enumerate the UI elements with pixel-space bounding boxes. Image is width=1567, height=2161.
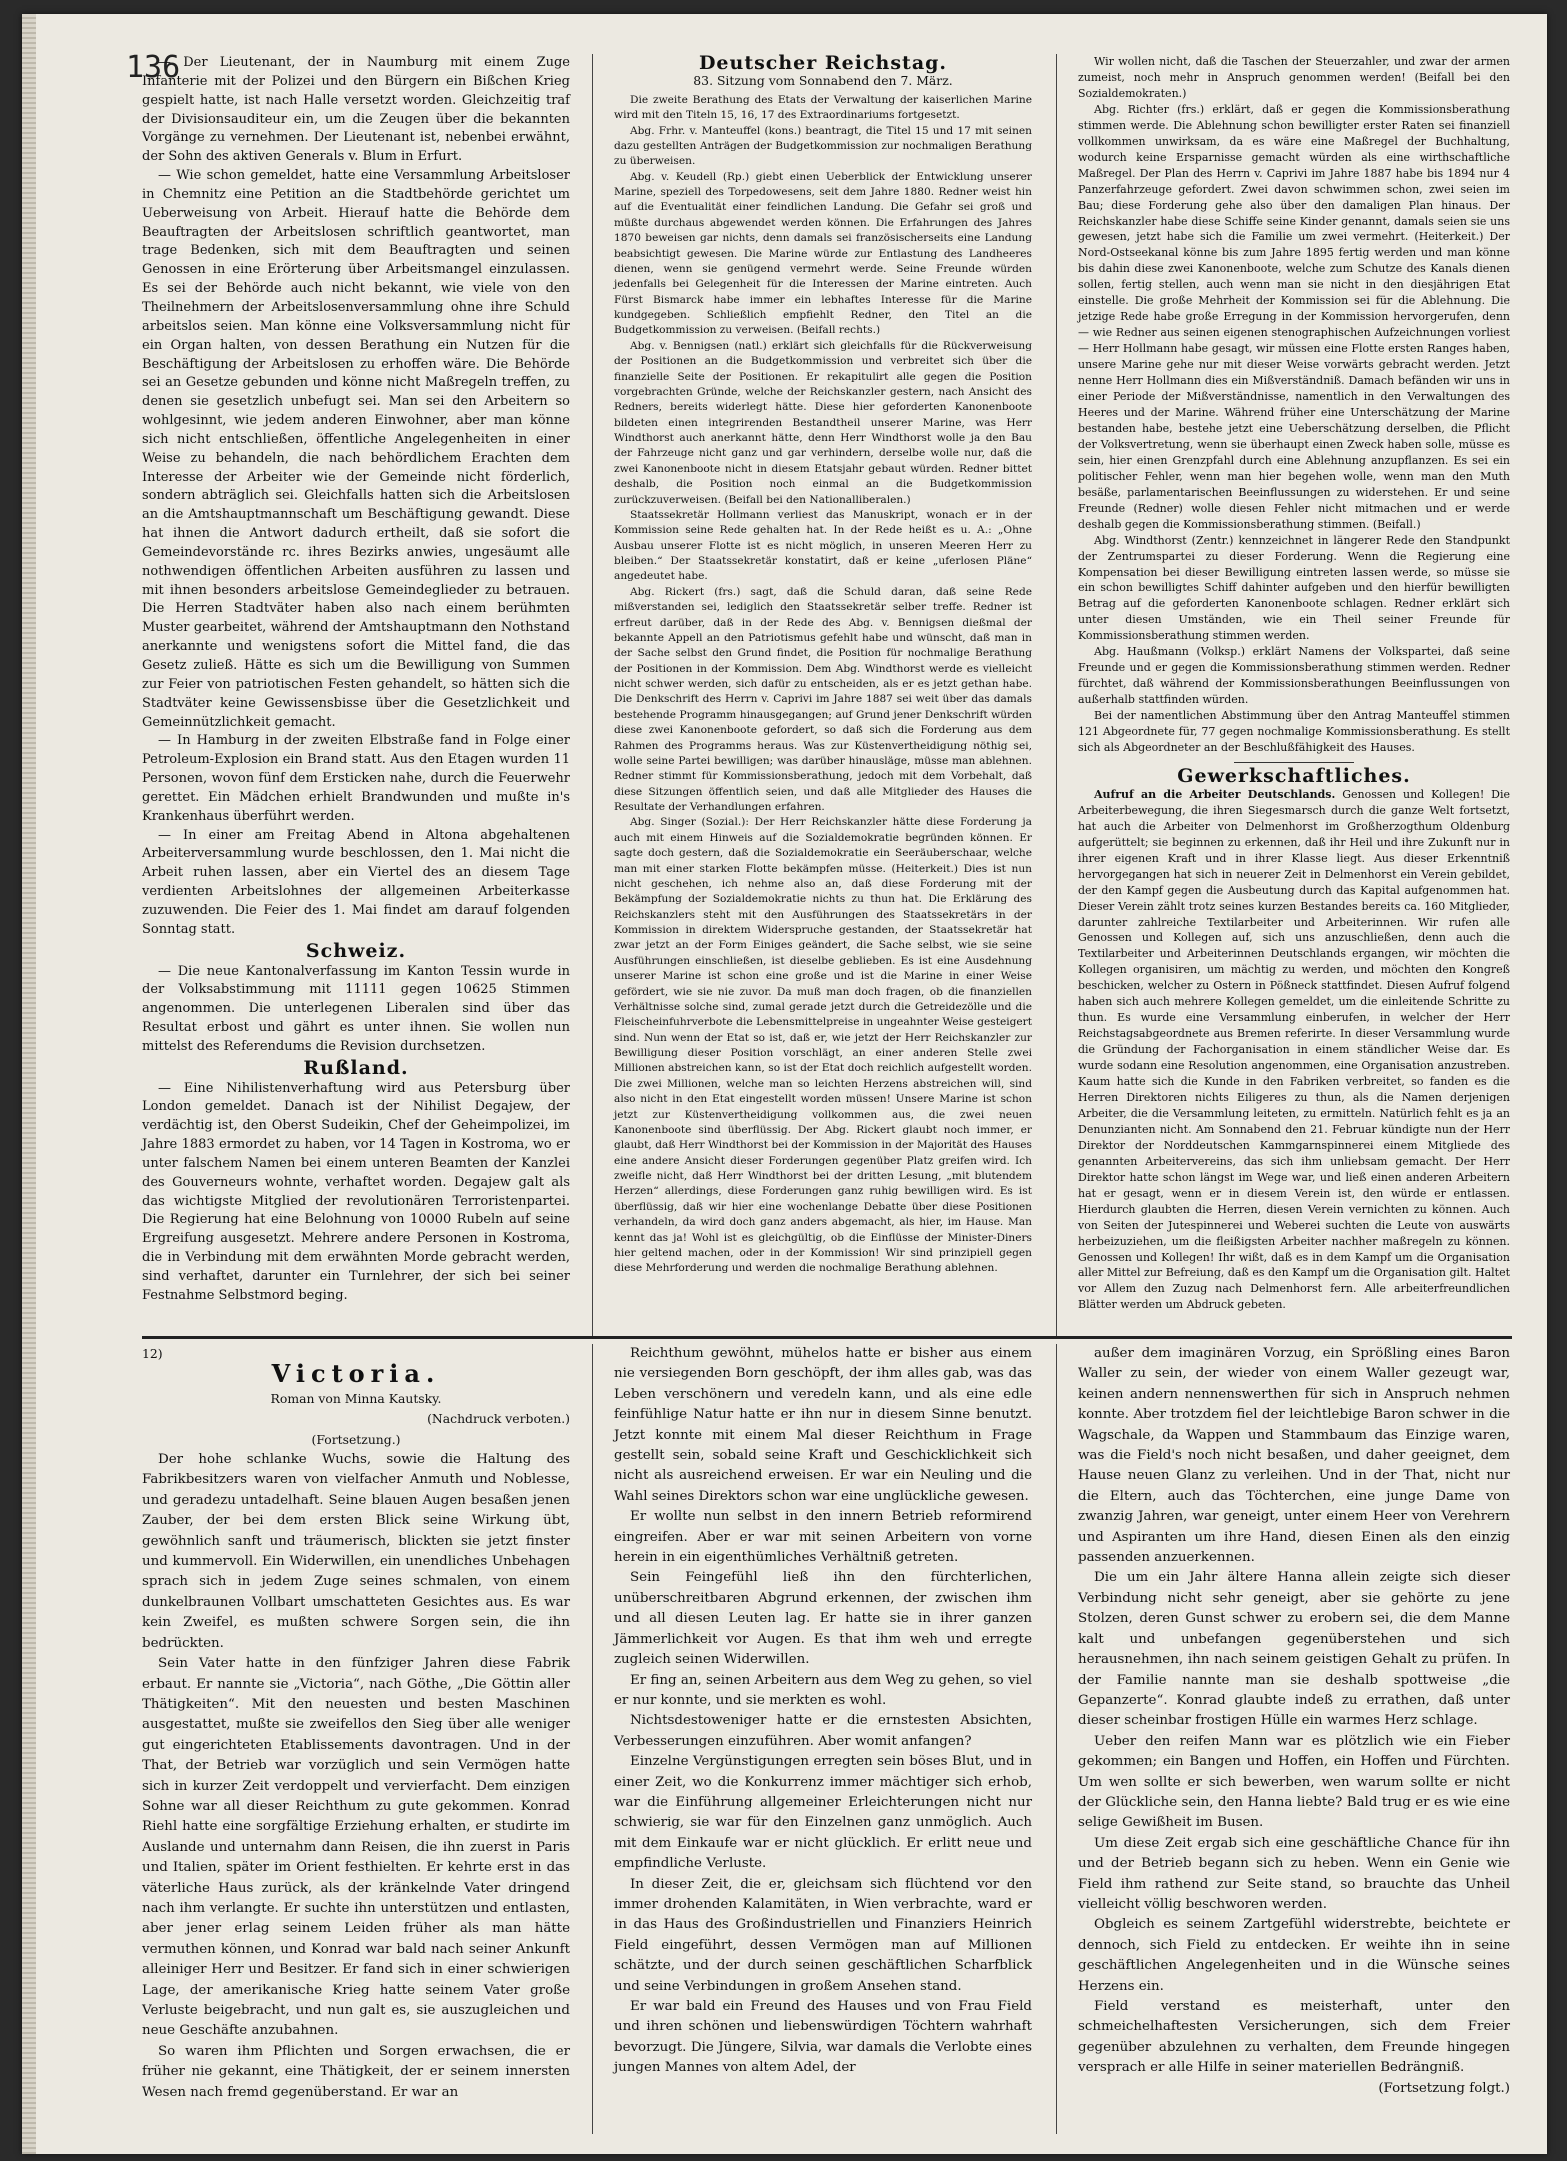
novel-column-2 (614, 1344, 1032, 2079)
column-rule (1056, 54, 1057, 1339)
novel-paragraph: außer dem imaginären Vorzug, ein Sprößling eines Baron Waller zu sein, der wieder von einem Waller gezeugt war, keinen andern nennenswerthen für sich in Anspruch nehmen konnte. Aber trotzdem fiel der leichtlebige Baron schwer in die Wagschale, da Wappen und Stammbaum das Einzige waren, was die Field's noch nicht besaßen, und daher geeignet, dem Hause neuen Glanz zu verleihen. Und in der That, nicht nur die Eltern, auch das Töchterchen, eine junge Dame von zwanzig Jahren, war geneigt, unter einem Heer von Verehrern und Aspiranten um ihre Hand, diesen Einen als den einzig passenden anzuerkennen. (1078, 1346, 1510, 1566)
reichstag-paragraph: Bei der namentlichen Abstimmung über den Antrag Manteuffel stimmen 121 Abgeordnete für, 77 gegen nochmalige Kommissionsberathung. Es stellt sich als Abgeordneter an der Beschlußfähigkeit des Hauses. (1078, 709, 1510, 754)
column-rule (592, 54, 593, 1339)
novel-paragraph: Sein Vater hatte in den fünfziger Jahren diese Fabrik erbaut. Er nannte sie „Victoria“, nach Göthe, „Die Göttin aller Thätigkeiten“. Mit den neuesten und besten Maschinen ausgestattet, mußte sie zweifellos den Sieg über alle weniger gut eingerichteten Etablissements davontragen. Und in der That, der Betrieb war vorzüglich und sein Vermögen hatte sich in kurzer Zeit verdoppelt und vervierfacht. Dem einzigen Sohne war all dieser Reichthum zu gute gekommen. Konrad Riehl hatte eine sorgfältige Erziehung erhalten, er studirte im Auslande und unternahm dann Reisen, die ihn zuerst in Paris und Italien, später im Orient festhielten. Er kehrte erst in das väterliche Haus zurück, als der kränkelnde Vater dringend nach ihm verlangte. Er suchte ihn unterstützen und entlasten, aber jener erlag seinem Leiden früher als man hätte vermuthen können, und Konrad war bald nach seiner Ankunft alleiniger Herr und Besitzer. Er fand sich in einer schwierigen Lage, der amerikanische Krieg hatte seinem Vater große Verluste beigebracht, und nun galt es, sie auszugleichen und neue Geschäfte anzubahnen. (142, 1656, 570, 2039)
novel-paragraph: Field verstand es meisterhaft, unter den schmeichelhaftesten Versicherungen, sich dem Freier gegenüber abzulehnen zu verhalten, dem Freunde hingegen versprach er alle Hilfe in seiner materiellen Bedrängniß. (1078, 1999, 1510, 2076)
column-3 (1078, 54, 1510, 1313)
section-heading-gewerkschaftliches: Gewerkschaftliches. (1177, 764, 1411, 787)
reprint-notice: (Nachdruck verboten.) (427, 1411, 570, 1427)
novel-title: Victoria. (271, 1359, 441, 1389)
novel-paragraph: Ueber den reifen Mann war es plötzlich wie ein Fieber gekommen; ein Bangen und Hoffen, ein Hoffen und Fürchten. Um wen sollte er sich bewerben, wen warum sollte er nicht der Glückliche sein, den Hanna liebte? Bald trug er es wie eine selige Gewißheit im Busen. (1078, 1733, 1510, 1831)
reichstag-paragraph: Wir wollen nicht, daß die Taschen der Steuerzahler, und zwar der armen zumeist, noch mehr in Anspruch genommen werden! (Beifall bei den Sozialdemokraten.) (1078, 55, 1510, 100)
reichstag-paragraph: Abg. v. Keudell (Rp.) giebt einen Ueberblick der Entwicklung unserer Marine, speziell des Torpedowesens, seit dem Jahre 1880. Redner weist hin auf die Eventualität einer feindlichen Landung. Die Gefahr sei groß und müßte durchaus abgewendet werden können. Die Erfahrungen des Jahres 1870 beweisen gar nichts, denn damals sei französischerseits eine Landung beabsichtigt gewesen. Die Marine würde zur Entlastung des Landheeres dienen, wenn sie genügend vermehrt werde. Seine Freunde würden jedenfalls bei Gelegenheit für die Interessen der Marine eintreten. Auch Fürst Bismarck habe immer ein lebhaftes Interesse für die Marine kundgegeben. Schließlich empfiehlt Redner, den Titel an die Budgetkommission zu verweisen. (Beifall rechts.) (614, 170, 1032, 337)
article-paragraph: — Der Lieutenant, der in Naumburg mit einem Zuge Infanterie mit der Polizei und den Bürgern ein Bißchen Krieg gespielt hatte, ist nach Halle versetzt worden. Gleichzeitig traf der Divisionsauditeur ein, um die Zeugen über die bekannten Vorgänge zu vernehmen. Der Lieutenant ist, nebenbei erwähnt, der Sohn des aktiven Generals v. Blum in Erfurt. (142, 55, 570, 165)
page-number: 136 (126, 50, 181, 85)
column-1 (142, 54, 570, 1306)
novel-paragraph: In dieser Zeit, die er, gleichsam sich flüchtend vor den immer drohenden Kalamitäten, in Wien verbrachte, ward er in das Haus des Großindustriellen und Finanziers Heinrich Field eingeführt, dessen Vermögen man auf Millionen schätzte, und der durch seinen geschäftlichen Scharfblick und seine Verbindungen in großem Ansehen stand. (614, 1876, 1032, 1994)
section-divider (142, 1336, 1512, 1339)
aufruf-heading: Aufruf an die Arbeiter Deutschlands. (1094, 787, 1336, 801)
reichstag-paragraph: Abg. Windthorst (Zentr.) kennzeichnet in längerer Rede den Standpunkt der Zentrumspartei zu dieser Forderung. Wenn die Regierung eine Kompensation bei dieser Bewilligung eintreten lassen werde, so müsse sie ein schon bewilligtes Schiff dahinter aufgeben und den hierfür bewilligten Betrag auf die geforderten Kanonenboote schlagen. Redner erklärt sich unter diesen Umständen, wie ein Theil seiner Freunde für Kommissionsberathung stimmen werden. (1078, 533, 1510, 643)
novel-paragraph: So waren ihm Pflichten und Sorgen erwachsen, die er früher nie gekannt, eine Thätigkeit, der er seinem innersten Wesen nach fremd gegenüberstand. Er war an (142, 2043, 570, 2100)
article-schweiz: — Die neue Kantonalverfassung im Kanton Tessin wurde in der Volksabstimmung mit 11111 gegen 10625 Stimmen angenommen. Die unterlegenen Liberalen sind über das Resultat erbost und gährt es unter ihnen. Sie wollen nun mittelst des Referendums die Revision durchsetzen. (142, 963, 570, 1054)
column-rule (1056, 1344, 1057, 2134)
newspaper-page (22, 14, 1547, 2154)
reichstag-paragraph: Abg. Singer (Sozial.): Der Herr Reichskanzler hätte diese Forderung ja auch mit einem Hinweis auf die Sozialdemokratie begründen können. Er sagte doch gestern, daß die Sozialdemokratie ein Seeräuberschaar, welche man mit einer starken Flotte bekämpfen müsse. (Heiterkeit.) Dies ist nun nicht geschehen, ich nehme also an, daß diese Forderung mit der Bekämpfung der Sozialdemokratie nichts zu thun hat. Die Erklärung des Reichskanzlers steht mit den Ausführungen des Staatssekretärs in der Kommission in direktem Widerspruche gestanden, der Staatssekretär hat zwar jetzt an der Form Einiges geändert, die Sache selbst, wie sie seine Ausführungen einschließen, ist dieselbe geblieben. Es ist eine Ausdehnung unserer Marine ist schon eine große und ist die Marine in einer Weise gefördert, wie sie nie zuvor. Da muß man doch fragen, ob die finanziellen Verhältnisse solche sind, zumal gerade jetzt durch die Getreidezölle und die Fleischeinfuhrverbote die Lebensmittelpreise in ungeahnter Weise gesteigert sind. Nun wenn der Etat so ist, daß er, wie jetzt der Herr Reichskanzler zur Bewilligung dieser Position vorschlägt, an einer anderen Stelle zwei Millionen abstreichen kann, so ist der Etat doch reichlich aufgestellt worden. Die zwei Millionen, welche man so leichten Herzens abstreichen will, sind also nicht in den Etat eingestellt worden müssen! Unsere Marine ist schon jetzt zur Küstenvertheidigung vollkommen aus, die zwei neuen Kanonenboote sind überflüssig. Der Abg. Rickert glaubt noch immer, er glaubt, daß Herr Windthorst bei der Kommission in der Majorität des Hauses eine andere Ansicht dieser Forderungen gegenüber Platz greifen wird. Ich zweifle nicht, daß Herr Windthorst bei der dritten Lesung, „mit blutendem Herzen“ allerdings, diese Forderungen ganz ruhig bewilligen wird. Es ist überflüssig, daß wir hier eine wochenlange Debatte über diese Positionen verhandeln, da wird doch ganz anders abgemacht, als hier, im Hause. Man kennt das ja! Wohl ist es gleichgültig, ob die Einflüsse der Minister-Diners hier geltend machen, oder in der Kommission! Wir sind prinzipiell gegen diese Mehrforderung und werden die nochmalige Berathung ablehnen. (614, 816, 1032, 1275)
article-paragraph: — Wie schon gemeldet, hatte eine Versammlung Arbeitsloser in Chemnitz eine Petition an die Stadtbehörde gerichtet um Ueberweisung von Arbeit. Hierauf hatte die Behörde dem Beauftragten der Arbeitslosen schriftlich geantwortet, man trage Bedenken, sich mit dem Beauftragten und seinen Genossen in eine Erörterung über Arbeitsmangel einzulassen. Es sei der Behörde auch nicht bekannt, wie viele von den Theilnehmern der Arbeitslosenversammlung ohne ihre Schuld arbeitslos seien. Man könne eine Volksversammlung nicht für ein Organ halten, von dessen Berathung ein Nutzen für die Beschäftigung der Arbeitslosen zu erhoffen wäre. Die Behörde sei an Gesetze gebunden und könne nicht Maßregeln treffen, zu denen sie gesetzlich unbefugt sei. Man sei den Arbeitern so wohlgesinnt, wie jedem anderen Einwohner, aber man könne sich nicht entschließen, öffentliche Angelegenheiten in einer Weise zu behandeln, die nach behördlichem Erachten dem Interesse der Arbeiter wie der Gemeinde nicht förderlich, sondern abträglich sei. Gleichfalls hatten sich die Arbeitslosen an die Amtshauptmannschaft um Beschäftigung gewandt. Diese hat ihnen die Antwort dadurch ertheilt, daß sie sofort die Gemeindevorstände rc. ihres Bezirks anwies, ungesäumt alle nothwendigen öffentlichen Arbeiten ausführen zu lassen und mit ihnen besonders arbeitslose Gemeindeglieder zu betrauen. Die Herren Stadtväter haben also nach einem berühmten Muster gearbeitet, während der Amtshauptmann den Nothstand anerkannte und wenigstens sofort die Mittel fand, die das Gesetz zuließ. Hätte es sich um die Bewilligung von Summen zur Feier von patriotischen Festen gehandelt, so hätten sich die Stadtväter keine Gewissensbisse über die Gesetzlichkeit und Gemeinnützlichkeit gemacht. (142, 168, 570, 730)
continuation-notice: (Fortsetzung.) (311, 1431, 401, 1447)
column-rule (592, 1344, 593, 2134)
section-heading-reichstag: Deutscher Reichstag. (698, 52, 948, 74)
reichstag-paragraph: Die zweite Berathung des Etats der Verwaltung der kaiserlichen Marine wird mit den Titeln 15, 16, 17 des Extraordinariums fortgesetzt. (614, 93, 1032, 122)
article-paragraph: — In Hamburg in der zweiten Elbstraße fand in Folge einer Petroleum-Explosion ein Brand statt. Aus den Etagen wurden 11 Personen, wovon fünf dem Ersticken nahe, durch die Feuerwehr gerettet. Ein Mädchen erhielt Brandwunden und mußte in's Krankenhaus überführt werden. (142, 733, 570, 824)
aufruf-text: Genossen und Kollegen! Die Arbeiterbewegung, die ihren Siegesmarsch durch die ganze Welt fortsetzt, hat auch die Arbeiter von Delmenhorst im Großherzogthum Oldenburg aufgerüttelt; sie beginnen zu erkennen, daß ihr Heil und ihre Zukunft nur in ihrer eigenen Kraft und in ihrer Klasse liegt. Aus dieser Erkenntniß hervorgegangen hat sich in neuerer Zeit in Delmenhorst ein Verein gebildet, der den Kampf gegen die Ausbeutung durch das Kapital aufgenommen hat. Dieser Verein zählt trotz seines kurzen Bestandes bereits ca. 160 Mitglieder, darunter zahlreiche Textilarbeiter und Arbeiterinnen. Wir rufen alle Genossen und Kollegen auf, sich uns anzuschließen, denn auch die Textilarbeiter und Arbeiterinnen Deutschlands ergangen, wir möchten die Kollegen organisiren, um mächtig zu werden, und möchten den Kongreß beschicken, welcher zu Ostern in Pößneck stattfindet. Diesen Aufruf folgend haben sich auch mehrere Kollegen gemeldet, um die einleitende Schritte zu thun. Es wurde eine Versammlung einberufen, in welcher der Herr Reichstagsabgeordnete aus Bremen referirte. In dieser Versammlung wurde die Gründung der Fachorganisation in einem ständlicher Weise dar. Es wurde sodann eine Resolution angenommen, eine Organisation anzustreben. Kaum hatte sich die Kunde in den Fabriken verbreitet, so fanden es die Herren Direktoren nichts Eiligeres zu thun, als die Namen derjenigen Arbeiter, die die Versammlung leiteten, zu ermitteln. Natürlich fehlt es ja an Denunzianten nicht. Am Sonnabend den 21. Februar kündigte nun der Herr Direktor der Norddeutschen Kammgarnspinnerei einem Mitgliede des genannten Arbeitervereins, das sich ihm unliebsam gemacht. Der Herr Direktor hatte schon längst im Wege war, und ließ einen anderen Arbeitern hat er gesagt, wenn er in diesem Verein ist, den würde er entlassen. Hierdurch glaubten die Herren, diesen Verein vernichten zu können. Auch von Seiten der Jutespinnerei und Weberei suchten die Leute von auswärts herbeizuziehen, um die fleißigsten Arbeiter nachher maßregeln zu können. Genossen und Kollegen! Ihr wißt, daß es in dem Kampf um die Organisation aller Mittel zur Befreiung, daß es den Kampf um die Organisation gilt. Haltet vor Allem den Zuzug nach Delmenhorst fern. Alle arbeiterfreundlichen Blätter werden um Abdruck gebeten. (1078, 787, 1511, 1312)
binding-edge (22, 14, 36, 2154)
section-heading-schweiz: Schweiz. (305, 939, 407, 962)
novel-paragraph: Die um ein Jahr ältere Hanna allein zeigte sich dieser Verbindung nicht sehr geneigt, aber sie gehörte zu jene Stolzen, deren Gunst schwer zu erobern sei, die dem Manne kalt und unbefangen gegenüberstehen und sich herausnehmen, ihn nach seinem geistigen Gehalt zu prüfen. In der Familie nannte man sie deshalb spottweise „die Gepanzerte“. Konrad glaubte indeß zu errathen, daß unter dieser scheinbar frostigen Hülle ein warmes Herz schlage. (1078, 1570, 1510, 1729)
reichstag-paragraph: Abg. v. Bennigsen (natl.) erklärt sich gleichfalls für die Rückverweisung der Positionen an die Budgetkommission und verbreitet sich über die finanzielle Seite der Positionen. Er rekapitulirt alle gegen die Position vorgebrachten Gründe, welche der Reichskanzler gestern, nach Ansicht des Redners, bereits widerlegt hätte. Diese hier geforderten Kanonenboote bildeten einen integrirenden Bestandtheil unserer Marine, was Herr Windthorst auch anerkannt hätte, denn Herr Windthorst wolle ja den Bau der Fahrzeuge nicht ganz und gar verhindern, derselbe wolle nur, daß die zwei Kanonenboote nicht in diesem Etatsjahr gebaut würden. Redner bittet deshalb, die Position noch einmal an die Budgetkommission zurückzuverweisen. (Beifall bei den Nationalliberalen.) (614, 339, 1032, 506)
novel-paragraph: Nichtsdestoweniger hatte er die ernstesten Absichten, Verbesserungen einzuführen. Aber womit anfangen? (614, 1713, 1032, 1749)
novel-paragraph: Sein Feingefühl ließ ihn den fürchterlichen, unüberschreitbaren Abgrund erkennen, der zwischen ihm und all diesen Leuten lag. Er hatte sie in ihrer ganzen Jämmerlichkeit vor Augen. Es that ihm weh und erregte zugleich seinen Widerwillen. (614, 1570, 1032, 1668)
novel-paragraph: Obgleich es seinem Zartgefühl widerstrebte, beichtete er dennoch, sich Field zu entdecken. Er weihte ihn in seine geschäftlichen Angelegenheiten und in die Wünsche seines Herzens ein. (1078, 1917, 1510, 1994)
novel-paragraph: Um diese Zeit ergab sich eine geschäftliche Chance für ihn und der Betrieb begann sich zu heben. Wenn ein Genie wie Field ihm rathend zur Seite stand, so brauchte das Unheil vielleicht völlig beschworen werden. (1078, 1835, 1510, 1912)
reichstag-paragraph: Abg. Rickert (frs.) sagt, daß die Schuld daran, daß seine Rede mißverstanden sei, lediglich den Staatssekretär selber treffe. Redner ist erfreut darüber, daß in der Rede des Abg. v. Bennigsen dießmal der bekannte Appell an den Patriotismus gefehlt habe und wünscht, daß man in der Sache selbst den Grund findet, die Position für nochmalige Berathung der Positionen in der Kommission. Dem Abg. Windthorst werde es vielleicht nicht schwer werden, sich dafür zu entscheiden, als er es jetzt gethan habe. Die Denkschrift des Herrn v. Caprivi im Jahre 1887 sei weit über das damals bestehende Programm hinausgegangen; auf Grund jener Denkschrift würden diese zwei Kanonenboote gefordert, so daß sich die Forderung aus dem Rahmen des Programms heraus. Was zur Küstenvertheidigung nöthig sei, wolle seine Partei bewilligen; was darüber hinausläge, müsse man ablehnen. Redner stimmt für Kommissionsberathung, jedoch mit dem Vorbehalt, daß diese Sitzungen öffentlich seien, und daß alle Mitglieder des Hauses die Resultate der Verhandlungen erfahren. (614, 585, 1032, 813)
to-be-continued: (Fortsetzung folgt.) (1378, 2080, 1510, 2096)
serial-number: 12) (142, 1346, 163, 1361)
novel-column-3 (1078, 1344, 1510, 2099)
novel-paragraph: Er fing an, seinen Arbeitern aus dem Weg zu gehen, so viel er nur konnte, und sie merkten es wohl. (614, 1672, 1032, 1708)
novel-paragraph: Einzelne Vergünstigungen erregten sein böses Blut, und in einer Zeit, wo die Konkurrenz immer mächtiger sich erhob, war die Einführung allgemeiner Erleichterungen nicht nur schwierig, sie war für den Einzelnen ganz unmöglich. Auch mit dem Einkaufe war er nicht glücklich. Er erlitt neue und empfindliche Verluste. (614, 1754, 1032, 1872)
novel-paragraph: Er wollte nun selbst in den innern Betrieb reformirend eingreifen. Aber er war mit seinen Arbeitern von vorne herein in ein eigenthümliches Verhältniß getreten. (614, 1509, 1032, 1566)
novel-paragraph: Der hohe schlanke Wuchs, sowie die Haltung des Fabrikbesitzers waren von vielfacher Anmuth und Noblesse, und geradezu untadelhaft. Seine blauen Augen besaßen jenen Zauber, der bei dem ersten Blick seine Wirkung übt, gewöhnlich sanft und träumerisch, blickten sie jetzt finster und kummervoll. Ein Widerwillen, ein unendliches Unbehagen sprach sich in jedem Zuge seines schmalen, von einem dunkelbraunen Vollbart umschatteten Gesichtes aus. Es war kein Zweifel, es mußten schwere Sorgen sein, die ihn bedrückten. (142, 1452, 570, 1651)
article-russland: — Eine Nihilistenverhaftung wird aus Petersburg über London gemeldet. Danach ist der Nihilist Degajew, der verdächtig ist, den Oberst Sudeikin, Chef der Geheimpolizei, im Jahre 1883 ermordet zu haben, vor 14 Tagen in Kostroma, wo er unter falschem Namen bei einem unteren Beamten der Kanzlei des Gouverneurs wohnte, verhaftet worden. Degajew galt als das wichtigste Mitglied der revolutionären Terroristenpartei. Die Regierung hat eine Belohnung von 10000 Rubeln auf seine Ergreifung ausgesetzt. Mehrere andere Personen in Kostroma, die in Verbindung mit dem erwähnten Morde gebracht werden, sind verhaftet, darunter ein Turnlehrer, der sich bei seiner Festnahme Selbstmord beging. (142, 1080, 570, 1303)
session-subtitle: 83. Sitzung vom Sonnabend den 7. März. (693, 73, 953, 89)
column-2 (614, 54, 1032, 1277)
short-divider (1234, 762, 1354, 763)
novel-author: Roman von Minna Kautsky. (270, 1390, 442, 1406)
novel-paragraph: Er war bald ein Freund des Hauses und von Frau Field und ihren schönen und liebenswürdigen Töchtern wahrhaft bevorzugt. Die Jüngere, Silvia, war damals die Verlobte eines jungen Mannes von altem Adel, der (614, 1999, 1032, 2076)
reichstag-paragraph: Abg. Haußmann (Volksp.) erklärt Namens der Volkspartei, daß seine Freunde und er gegen die Kommissionsberathung stimmen werden. Redner fürchtet, daß während der Kommissionsberathungen Beeinflussungen von außerhalb stattfinden würden. (1078, 645, 1510, 707)
section-heading-russland: Rußland. (303, 1056, 409, 1079)
reichstag-paragraph: Abg. Frhr. v. Manteuffel (kons.) beantragt, die Titel 15 und 17 mit seinen dazu gestellten Anträgen der Budgetkommission zur nochmaligen Berathung zu überweisen. (614, 124, 1032, 168)
article-paragraph: — In einer am Freitag Abend in Altona abgehaltenen Arbeiterversammlung wurde beschlossen, den 1. Mai nicht die Arbeit ruhen lassen, aber ein Viertel des an diesem Tage verdienten Arbeitslohnes der allgemeinen Arbeiterkasse zuzuwenden. Die Feier des 1. Mai findet am darauf folgenden Sonntag statt. (142, 827, 570, 937)
novel-column-1 (142, 1344, 570, 2103)
reichstag-paragraph: Staatssekretär Hollmann verliest das Manuskript, wonach er in der Kommission seine Rede gehalten hat. In der Rede heißt es u. A.: „Ohne Ausbau unserer Flotte ist es nicht möglich, in unseren Meeren Herr zu bleiben.“ Der Staatssekretär konstatirt, daß er keine „uferlosen Pläne“ angedeutet habe. (614, 508, 1032, 583)
novel-paragraph: Reichthum gewöhnt, mühelos hatte er bisher aus einem nie versiegenden Born geschöpft, der ihm alles gab, was das Leben verschönern und veredeln kann, und als eine edle feinfühlige Natur hatte er ihn nur in diesem Sinne benutzt. Jetzt konnte mit einem Mal dieser Reichthum in Frage gestellt sein, sobald seine Kraft und Geschicklichkeit sich nicht als ausreichend erweisen. Er war ein Neuling und die Wahl seines Direktors schon war eine unglückliche gewesen. (614, 1346, 1032, 1504)
reichstag-paragraph: Abg. Richter (frs.) erklärt, daß er gegen die Kommissionsberathung stimmen werde. Die Ablehnung schon bewilligter erster Raten sei finanziell vollkommen unwirksam, da es wäre eine Maßregel der Buchhaltung, wodurch keine Ersparnisse gemacht würden als eine wirthschaftliche Maßregel. Der Plan des Herrn v. Caprivi im Jahre 1887 habe bis 1894 nur 4 Panzerfahrzeuge gefordert. Zwei davon schwimmen schon, zwei seien im Bau; diese Forderung gehe also über den damaligen Plan hinaus. Der Reichskanzler habe diese Schiffe seine Kinder genannt, damals seien sie uns gewesen, jetzt habe sich die Familie um zwei vermehrt. (Heiterkeit.) Der Nord-Ostseekanal könne bis zum Jahre 1895 fertig werden und man könne bis dahin diese zwei Kanonenboote, welche zum Schutze des Kanals dienen sollen, fertig stellen, auch wenn man sie nicht in den diesjährigen Etat einstelle. Die große Mehrheit der Kommission sei für die Ablehnung. Die jetzige Rede habe große Erregung in der Kommission hervorgerufen, denn — wie Redner aus seinen eigenen stenographischen Aufzeichnungen vorliest — Herr Hollmann habe gesagt, wir müssen eine Flotte ersten Ranges haben, unsere Marine gehe nur mit dieser Weise vorwärts gebracht werden. Jetzt nenne Herr Hollmann dies ein Mißverständniß. Damach befänden wir uns in einer Periode der Mißverständnisse, namentlich in den Verwaltungen des Heeres und der Marine. Während früher eine Unterschätzung der Marine bestanden habe, bestehe jetzt eine Ueberschätzung derselben, die Pflicht der Volksvertretung, wenn sie überhaupt einen Zweck haben solle, müsse es sein, hier einen Grenzpfahl durch eine Ablehnung anzupflanzen. Es sei ein politischer Fehler, wenn man hier begehen wolle, wenn man den Muth besäße, parlamentarischen Beeinflussungen zu widerstehen. Er und seine Freunde (Redner) wolle diesen Fehler nicht mitmachen und er werde deshalb gegen die Kommissionsberathung stimmen. (Beifall.) (1078, 102, 1510, 531)
